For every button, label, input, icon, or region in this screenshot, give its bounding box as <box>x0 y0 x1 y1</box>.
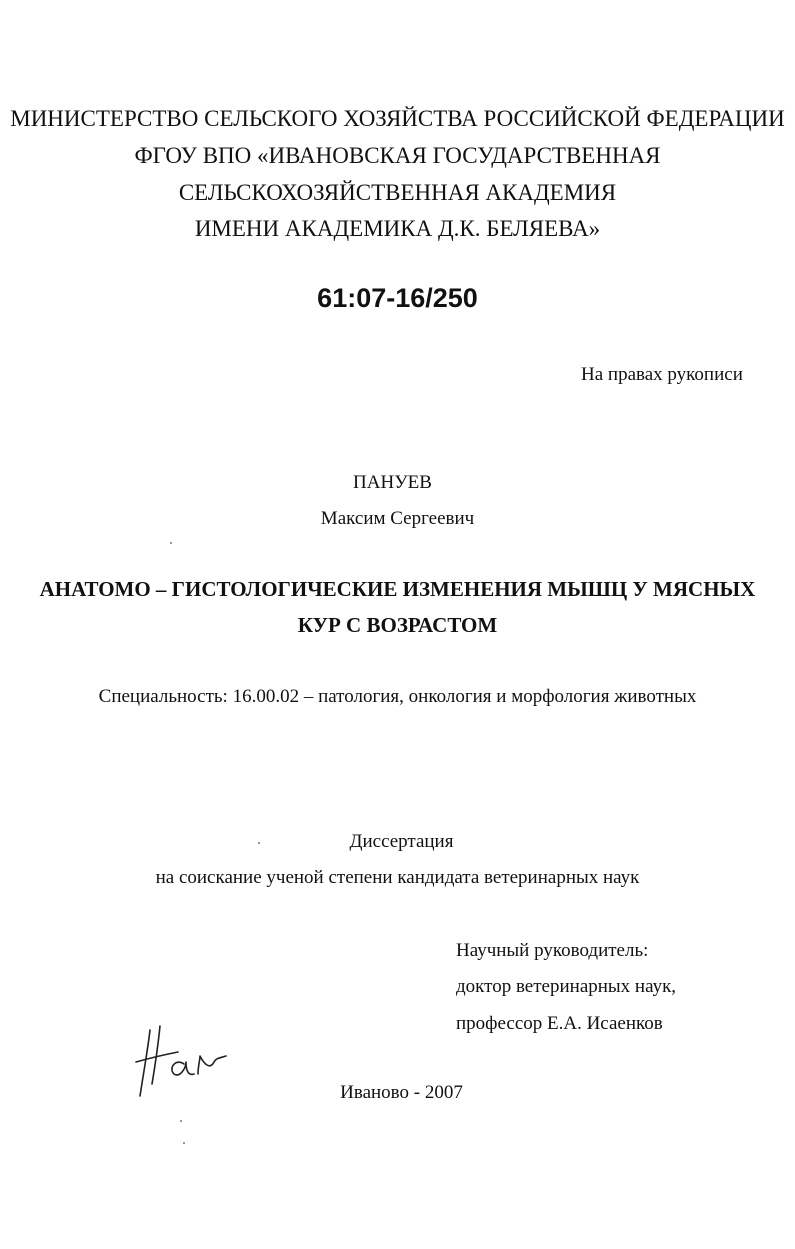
scan-speck <box>183 1142 185 1144</box>
catalog-number: 61:07-16/250 <box>317 283 478 313</box>
dissertation-title-line2: КУР С ВОЗРАСТОМ <box>297 613 498 637</box>
header-academy-line2: СЕЛЬСКОХОЗЯЙСТВЕННАЯ АКАДЕМИЯ <box>178 180 617 205</box>
supervisor-label: Научный руководитель: <box>456 940 649 961</box>
header-academy-line1: ФГОУ ВПО «ИВАНОВСКАЯ ГОСУДАРСТВЕННАЯ <box>134 143 661 168</box>
place-year: Иваново - 2007 <box>340 1082 463 1103</box>
dissertation-type: Диссертация <box>349 831 454 852</box>
manuscript-rights: На правах рукописи <box>581 364 743 385</box>
supervisor-name: профессор Е.А. Исаенков <box>456 1013 663 1034</box>
author-surname: ПАНУЕВ <box>353 472 432 493</box>
scan-speck <box>258 842 260 844</box>
supervisor-degree: доктор ветеринарных наук, <box>456 976 677 997</box>
scan-speck <box>170 542 172 544</box>
header-ministry: МИНИСТЕРСТВО СЕЛЬСКОГО ХОЗЯЙСТВА РОССИЙСКОЙ ФЕДЕРАЦИИ <box>10 106 785 131</box>
header-academy-line3: ИМЕНИ АКАДЕМИКА Д.К. БЕЛЯЕВА» <box>194 216 601 241</box>
dissertation-title-line1: АНАТОМО – ГИСТОЛОГИЧЕСКИЕ ИЗМЕНЕНИЯ МЫШЦ У МЯСНЫХ <box>39 577 756 601</box>
specialty: Специальность: 16.00.02 – патология, онкология и морфология животных <box>98 686 697 707</box>
author-given-names: Максим Сергеевич <box>320 508 475 529</box>
dissertation-degree: на соискание ученой степени кандидата ветеринарных наук <box>155 867 640 888</box>
scan-speck <box>180 1120 182 1122</box>
